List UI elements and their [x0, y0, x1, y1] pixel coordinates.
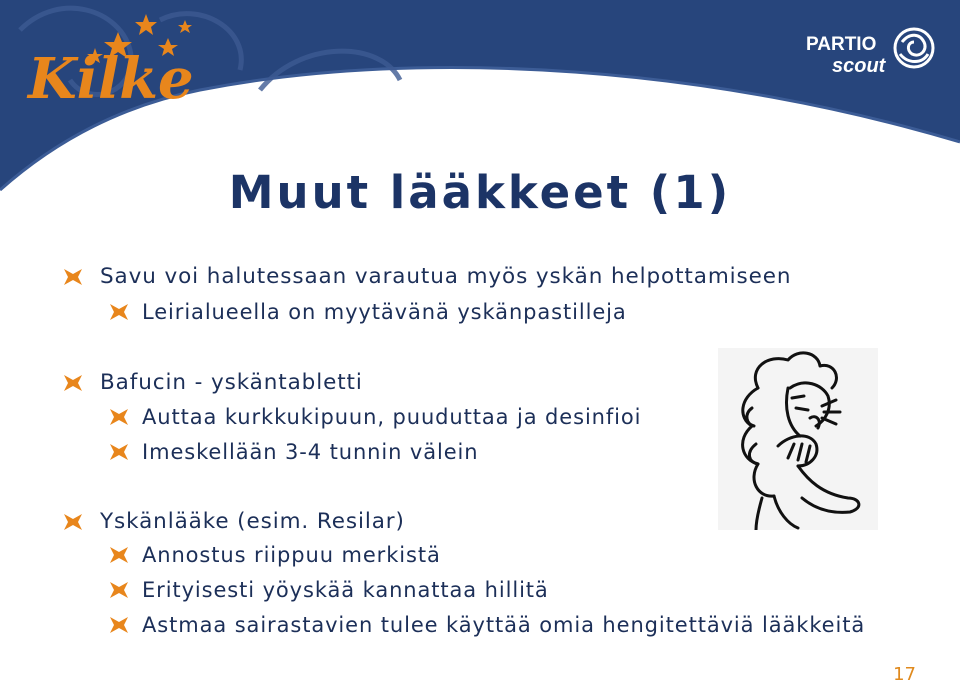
- sub-bullet-item: [110, 578, 549, 602]
- svg-text:Kilke: Kilke: [28, 46, 194, 112]
- bullet-item: [64, 509, 405, 534]
- bullet-text: Savu voi halutessaan varautua myös yskän helpottamiseen: [100, 264, 792, 289]
- orange-bowtie-bullet-icon: [110, 582, 128, 598]
- sub-bullet-item: [110, 543, 441, 567]
- page-number: 17: [893, 664, 916, 685]
- sub-bullet-item: [110, 613, 865, 637]
- sub-bullet-text: Erityisesti yöyskää kannattaa hillitä: [142, 578, 549, 602]
- sub-bullet-text: Auttaa kurkkukipuun, puuduttaa ja desinfioi: [142, 405, 642, 429]
- slide-title: Muut lääkkeet (1): [228, 166, 732, 219]
- orange-bowtie-bullet-icon: [110, 444, 128, 460]
- orange-bowtie-bullet-icon: [110, 304, 128, 320]
- sub-bullet-text: Imeskellään 3-4 tunnin välein: [142, 440, 479, 464]
- bullet-text: Bafucin - yskäntabletti: [100, 370, 363, 395]
- sub-bullet-text: Annostus riippuu merkistä: [142, 543, 441, 567]
- sub-bullet-text: Astmaa sairastavien tulee käyttää omia hengitettäviä lääkkeitä: [142, 613, 866, 637]
- coughing-person-illustration: [718, 348, 878, 530]
- orange-bowtie-bullet-icon: [64, 269, 82, 285]
- sub-bullet-item: [110, 440, 479, 464]
- svg-text:PARTIO: PARTIO: [806, 34, 877, 55]
- orange-bowtie-bullet-icon: [110, 547, 128, 563]
- orange-bowtie-bullet-icon: [110, 409, 128, 425]
- sub-bullet-text: Leirialueella on myytävänä yskänpastilleja: [142, 300, 627, 324]
- header-banner: [0, 0, 960, 260]
- orange-bowtie-bullet-icon: [110, 617, 128, 633]
- orange-bowtie-bullet-icon: [64, 514, 82, 530]
- bullet-item: [64, 370, 363, 395]
- sub-bullet-item: [110, 405, 641, 429]
- orange-bowtie-bullet-icon: [64, 375, 82, 391]
- bullet-text: Yskänlääke (esim. Resilar): [100, 509, 405, 534]
- sub-bullet-item: [110, 300, 627, 324]
- bullet-item: [64, 264, 791, 289]
- svg-text:scout: scout: [832, 55, 886, 77]
